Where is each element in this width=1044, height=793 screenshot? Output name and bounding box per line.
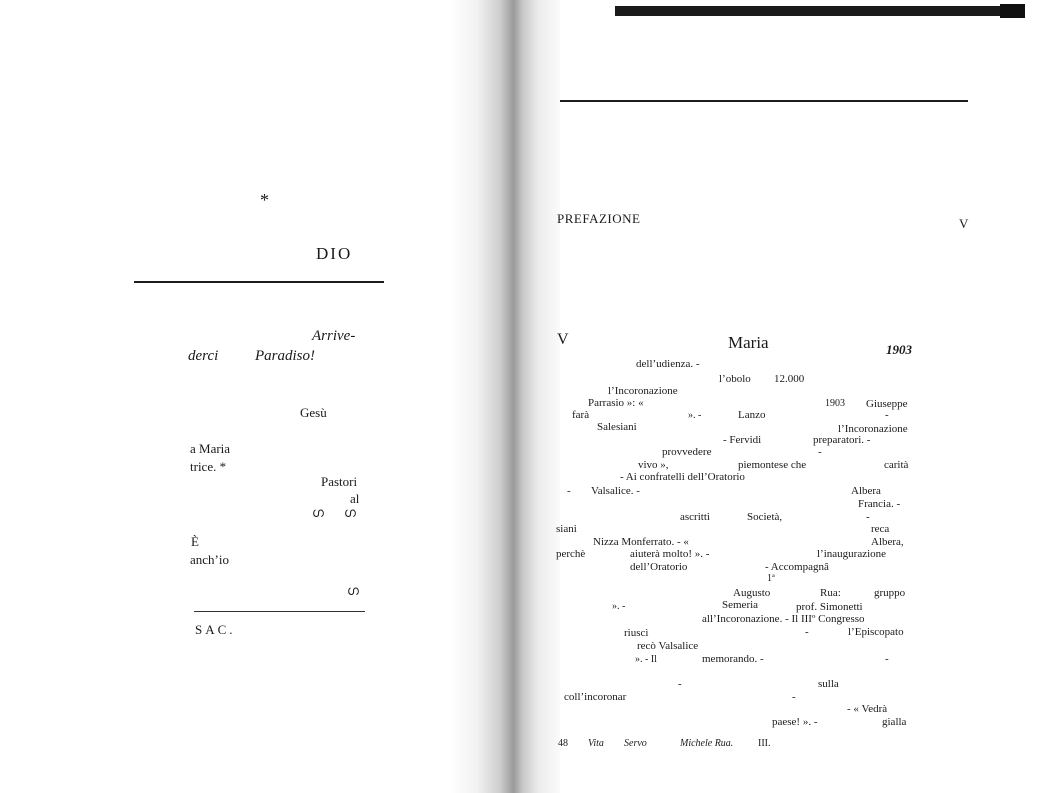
summary-line: l’inaugurazione (817, 548, 887, 560)
summary-line: dell’Oratorio (630, 561, 688, 573)
summary-line: farà (572, 409, 590, 421)
left-ornament-2: ഗ (344, 505, 356, 520)
summary-line: - Fervidi (723, 434, 762, 446)
summary-line: siani (556, 523, 577, 535)
footer-word: Michele Rua. (680, 738, 734, 749)
summary-line: - Accompagnâ (765, 561, 829, 573)
summary-line: piemontese che (738, 459, 807, 471)
summary-line: coll’incoronar (564, 691, 627, 703)
left-page (0, 0, 470, 793)
summary-line: all’Incoronazione. - Il IIIº Congresso (702, 613, 865, 625)
left-line-trice: trice. * (190, 459, 227, 474)
footer-word: Vita (588, 738, 604, 749)
left-line-paradiso: Paradiso! (255, 348, 315, 364)
left-line-e-grave: È (191, 534, 199, 549)
summary-line: l’obolo (719, 373, 751, 385)
summary-line: dell’udienza. - (636, 358, 700, 370)
summary-line: carità (884, 459, 909, 471)
summary-line: paese! ». - (772, 716, 818, 728)
summary-line: gialla (882, 716, 907, 728)
summary-line: Albera (851, 485, 881, 497)
summary-line: perchè (556, 548, 586, 560)
summary-line: - (866, 511, 870, 523)
summary-line: - (885, 653, 889, 665)
summary-line: vivo », (638, 459, 669, 471)
summary-line: ». - (688, 410, 702, 421)
summary-line: preparatori. - (813, 434, 871, 446)
summary-line: riuscì (624, 627, 649, 639)
summary-line: sulla (818, 678, 839, 690)
summary-line: - Ai confratelli dell’Oratorio (620, 471, 745, 483)
summary-line: - (885, 409, 889, 421)
left-signature-rule (194, 611, 365, 612)
summary-line: provvedere (662, 446, 712, 458)
summary-line: Salesiani (597, 421, 637, 433)
summary-line: Lanzo (738, 409, 766, 421)
summary-line: gruppo (874, 587, 906, 599)
right-top-rule (560, 100, 968, 102)
chapter-numeral: V (557, 331, 569, 348)
summary-line: ». - Il (635, 654, 657, 665)
footer-word: Servo (624, 738, 647, 749)
summary-line: - (792, 691, 796, 703)
left-heading: DIO (316, 244, 353, 263)
summary-line: Rua: (820, 587, 841, 599)
summary-line: - « Vedrà (847, 703, 888, 715)
left-line-pastori: Pastori (321, 474, 358, 489)
summary-line: l’Incoronazione (838, 423, 908, 435)
summary-line: Nizza Monferrato. - « (593, 536, 689, 548)
roman-page-number: V (959, 216, 969, 231)
left-line-gesu: Gesù (300, 405, 327, 420)
left-heading-rule (134, 281, 384, 283)
summary-line: - (805, 626, 809, 638)
summary-line: Parrasio »: « (588, 397, 644, 409)
summary-line: Albera, (871, 536, 904, 548)
summary-line: Augusto (733, 587, 771, 599)
summary-line: Giuseppe (866, 398, 908, 410)
summary-line: l’Episcopato (848, 626, 904, 638)
summary-line: Società, (747, 511, 783, 523)
left-line-derci: derci (188, 348, 219, 364)
summary-line: Valsalice. - (591, 485, 640, 497)
summary-line: memorando. - (702, 653, 764, 665)
footer-page-number: 48 (558, 738, 568, 749)
summary-line: Semeria (722, 599, 759, 611)
summary-line: l’Incoronazione (608, 385, 678, 397)
summary-line: ». - (612, 601, 626, 612)
left-ornament-1: ഗ (312, 505, 324, 520)
left-line-al: al (350, 491, 360, 506)
summary-line: 12.000 (774, 373, 805, 385)
summary-line: aiuterà molto! ». - (630, 548, 710, 560)
summary-line: - (678, 678, 682, 690)
section-label: PREFAZIONE (557, 211, 641, 226)
summary-line: Francia. - (858, 498, 901, 510)
summary-line: 1903 (825, 398, 845, 409)
asterisk-ornament: * (260, 190, 269, 210)
chapter-year: 1903 (886, 342, 912, 357)
summary-line: 1ª (767, 573, 775, 584)
footer-volume: III. (758, 738, 771, 749)
left-line-anchio: anch’io (190, 552, 229, 567)
summary-line: ascritti (680, 511, 710, 523)
left-line-a-maria: a Maria (190, 441, 231, 456)
left-signature: SAC. (195, 622, 236, 637)
summary-line: recò Valsalice (637, 640, 699, 652)
left-ornament-3: ഗ (347, 583, 359, 598)
summary-line: - (567, 485, 571, 497)
left-line-arrive: Arrive- (312, 328, 356, 344)
summary-line: reca (871, 523, 890, 535)
right-page (540, 0, 1044, 793)
summary-line: prof. Simonetti (796, 601, 863, 613)
chapter-title: Maria (728, 333, 769, 352)
summary-line: - (818, 446, 822, 458)
